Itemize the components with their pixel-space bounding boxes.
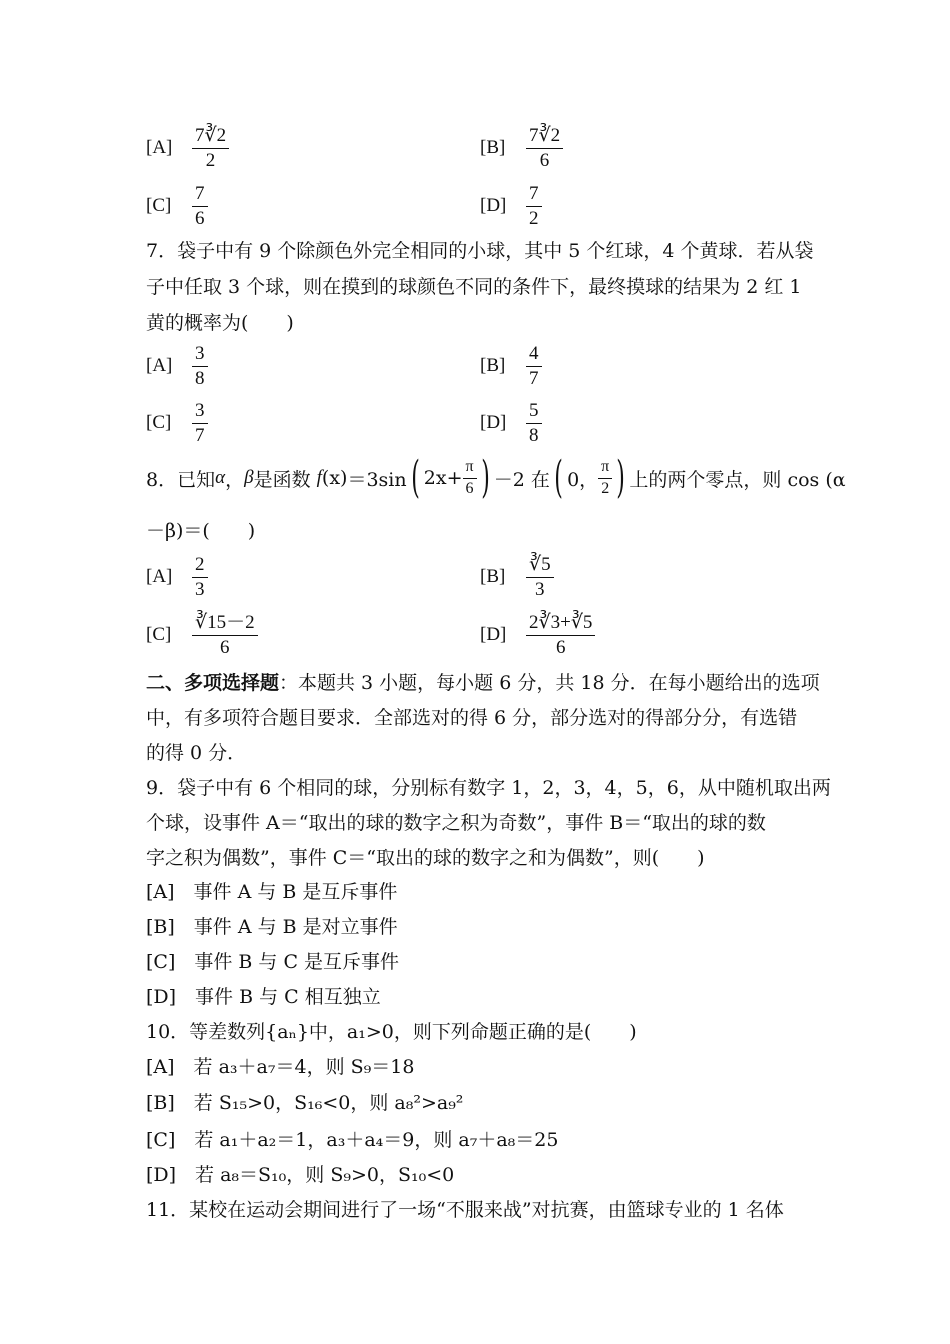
fraction-denominator: 6 bbox=[195, 207, 205, 229]
option-label: [C] bbox=[146, 624, 172, 646]
option-label: [A] bbox=[146, 355, 173, 377]
q10-stem: 10．等差数列{aₙ}中，a₁>0，则下列命题正确的是( ) bbox=[146, 1021, 637, 1043]
q7-option-b bbox=[480, 344, 542, 389]
fraction-denominator: 2 bbox=[601, 479, 610, 497]
q8-eq: ＝3sin bbox=[347, 468, 407, 491]
q10-option-b: [B] 若 S₁₅>0，S₁₆<0，则 a₈²>a₉² bbox=[146, 1092, 464, 1114]
fraction-numerator: 7∛2 bbox=[526, 126, 563, 149]
q8-minus2: －2 在 bbox=[493, 468, 550, 491]
option-label: [A] bbox=[146, 566, 173, 588]
q8-comma: ， bbox=[225, 468, 245, 491]
q6-option-a bbox=[146, 126, 229, 171]
q11-stem-line1: 11．某校在运动会期间进行了一场“不服来战”对抗赛，由篮球专业的 1 名体 bbox=[146, 1199, 784, 1221]
q8-zero: 0， bbox=[567, 468, 599, 491]
q8-f: f bbox=[316, 467, 322, 488]
option-label: [D] bbox=[480, 195, 507, 217]
fraction-numerator: 3 bbox=[192, 344, 208, 367]
fraction-numerator: ∛15－2 bbox=[192, 613, 258, 636]
q8-text1: 是函数 bbox=[253, 468, 311, 491]
fraction-numerator: 7∛2 bbox=[192, 126, 229, 149]
fraction-denominator: 7 bbox=[529, 367, 539, 389]
q8-option-b bbox=[480, 555, 554, 600]
fraction-numerator: 2∛3+∛5 bbox=[526, 613, 595, 636]
q7-stem-line2: 子中任取 3 个球，则在摸到的球颜色不同的条件下，最终摸球的结果为 2 红 1 bbox=[146, 276, 802, 298]
option-label: [C] bbox=[146, 412, 172, 434]
fraction-denominator: 6 bbox=[539, 149, 550, 171]
section-intro: ：本题共 3 小题，每小题 6 分，共 18 分．在每小题给出的选项 bbox=[279, 672, 820, 694]
q8-stem-line1: 8．已知 α ， β 是函数 f (x) ＝3sin ( 2x+ $\frac{\pi}{6}$ ) －2 在 ( 0， $\frac{\pi}{2}$ ) 上的两个零点，则 cos (α bbox=[146, 452, 846, 503]
option-label: [B] bbox=[480, 566, 506, 588]
q8-inner: 2x+ bbox=[423, 467, 463, 489]
q6-option-d bbox=[480, 184, 542, 229]
option-label: [B] bbox=[480, 137, 506, 159]
fraction-denominator: 8 bbox=[195, 367, 205, 389]
q8-alpha: α bbox=[215, 467, 226, 488]
option-label: [B] bbox=[480, 355, 506, 377]
q7-stem-line3: 黄的概率为( ) bbox=[146, 312, 294, 334]
fraction-denominator: 6 bbox=[555, 636, 566, 658]
q10-option-d: [D] 若 a₈＝S₁₀，则 S₉>0，S₁₀<0 bbox=[146, 1164, 455, 1186]
q10-option-c: [C] 若 a₁＋a₂＝1，a₃＋a₄＝9，则 a₇＋a₈＝25 bbox=[146, 1129, 559, 1151]
q9-option-d: [D] 事件 B 与 C 相互独立 bbox=[146, 986, 381, 1008]
fraction-numerator: 4 bbox=[526, 344, 542, 367]
q7-option-d bbox=[480, 401, 542, 446]
section2-line3: 的得 0 分． bbox=[146, 742, 247, 764]
q8-paren-x: (x) bbox=[321, 467, 348, 489]
q9-option-c: [C] 事件 B 与 C 是互斥事件 bbox=[146, 951, 400, 973]
fraction-denominator: 6 bbox=[220, 636, 230, 658]
q7-stem-line1: 7．袋子中有 9 个除颜色外完全相同的小球，其中 5 个红球，4 个黄球．若从袋 bbox=[146, 240, 814, 262]
fraction-numerator: π bbox=[598, 459, 612, 479]
fraction-numerator: 7 bbox=[526, 184, 542, 207]
q6-option-c bbox=[146, 184, 208, 229]
fraction-numerator: π bbox=[463, 459, 477, 479]
q8-prefix: 8．已知 bbox=[146, 468, 216, 491]
q9-stem-line3: 字之积为偶数”，事件 C＝“取出的球的数字之和为偶数”，则( ) bbox=[146, 847, 705, 869]
q8-beta: β bbox=[244, 467, 254, 488]
q8-stem-line2: －β)＝( ) bbox=[146, 520, 256, 542]
q8-option-d bbox=[480, 613, 595, 658]
option-label: [C] bbox=[146, 195, 172, 217]
section2-line1 bbox=[146, 672, 820, 695]
q9-option-b: [B] 事件 A 与 B 是对立事件 bbox=[146, 916, 398, 938]
fraction-denominator: 8 bbox=[529, 424, 539, 446]
fraction-numerator: 7 bbox=[192, 184, 208, 207]
q7-option-a bbox=[146, 344, 208, 389]
fraction-denominator: 2 bbox=[529, 207, 539, 229]
q8-option-c bbox=[146, 613, 258, 658]
fraction-numerator: ∛5 bbox=[526, 555, 554, 578]
fraction-numerator: 2 bbox=[192, 555, 208, 578]
fraction-denominator: 2 bbox=[205, 149, 216, 171]
fraction-denominator: 3 bbox=[535, 578, 545, 600]
fraction-numerator: 5 bbox=[526, 401, 542, 424]
q7-option-c bbox=[146, 401, 208, 446]
fraction-numerator: 3 bbox=[192, 401, 208, 424]
fraction-denominator: 7 bbox=[195, 424, 205, 446]
q8-text2: 上的两个零点，则 cos (α bbox=[629, 468, 846, 491]
fraction-denominator: 3 bbox=[195, 578, 205, 600]
fraction-denominator: 6 bbox=[465, 479, 474, 497]
q9-stem-line2: 个球，设事件 A＝“取出的球的数字之积为奇数”，事件 B＝“取出的球的数 bbox=[146, 812, 766, 834]
section-title: 二、多项选择题 bbox=[146, 672, 280, 694]
option-label: [D] bbox=[480, 624, 507, 646]
q6-option-b bbox=[480, 126, 563, 171]
option-label: [D] bbox=[480, 412, 507, 434]
option-label: [A] bbox=[146, 137, 173, 159]
section2-line2: 中，有多项符合题目要求．全部选对的得 6 分，部分选对的得部分分，有选错 bbox=[146, 707, 798, 729]
q8-option-a bbox=[146, 555, 208, 600]
q10-option-a: [A] 若 a₃＋a₇＝4，则 S₉＝18 bbox=[146, 1056, 415, 1078]
q9-stem-line1: 9．袋子中有 6 个相同的球，分别标有数字 1，2，3，4，5，6，从中随机取出两 bbox=[146, 777, 831, 799]
q9-option-a: [A] 事件 A 与 B 是互斥事件 bbox=[146, 881, 398, 903]
